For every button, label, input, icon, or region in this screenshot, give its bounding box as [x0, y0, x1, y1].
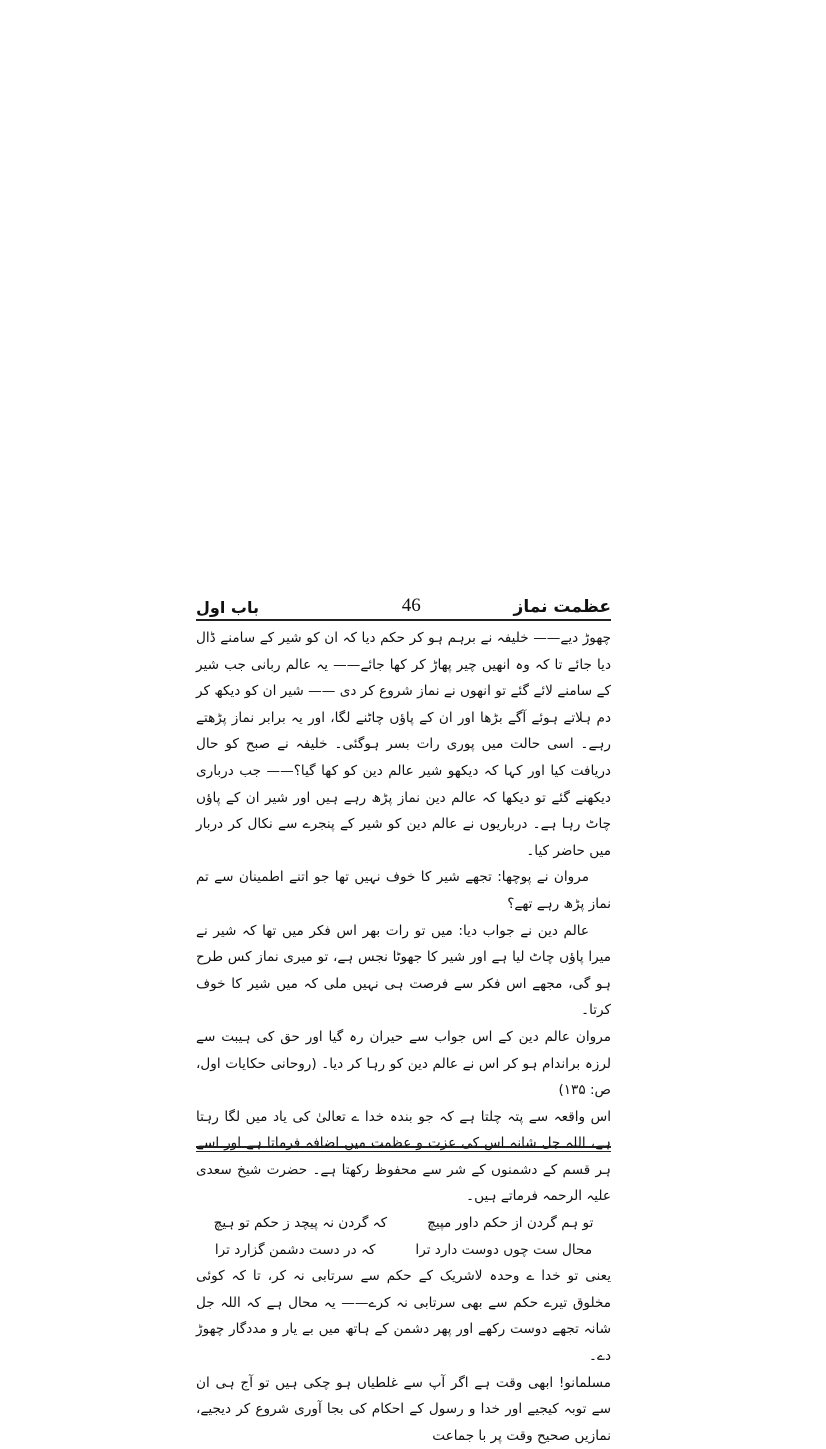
paragraph-7: مسلمانو! ابھی وقت ہے اگر آپ سے غلطیاں ہو چکی ہیں تو آج ہی ان سے توبہ کیجیے اور خدا و رسول کے احکام کی بجا آوری شروع کر دیجیے، نمازیں صحیح وقت پر با جماعت: [196, 1374, 611, 1444]
paragraph-6: یعنی تو خدا ے وحدہ لاشریک کے حکم سے سرتابی نہ کر، تا کہ کوئی مخلوق تیرے حکم سے بھی سرتابی نہ کرے—— یہ محال ہے کہ اللہ جل شانہ تجھے دوست رکھے اور پھر دشمن کے ہاتھ میں بے یار و مددگار چھوڑ دے۔: [196, 1268, 611, 1365]
verse-line-1: [196, 1210, 611, 1237]
page-body: [196, 625, 611, 1444]
verse-1-first: تو ہم گردن از حکم داور مپیچ: [427, 1215, 594, 1232]
footer-rule-thin: [196, 1151, 611, 1152]
verse-2-first: محال ست چوں دوست دارد ترا: [415, 1241, 593, 1258]
paragraph-3: عالم دین نے جواب دیا: میں تو رات بھر اس فکر میں تھا کہ شیر نے میرا پاؤں چاٹ لیا ہے اور شیر کا جھوٹا نجس ہے، تو میری نماز کس طرح ہو گی، مجھے اس فکر سے فرصت ہی نہیں ملی کہ میں شیر کا خوف کرتا۔: [196, 922, 611, 1019]
page-header: [196, 589, 611, 617]
book-title: عظمت نماز: [513, 597, 611, 617]
page-number: 46: [401, 595, 421, 616]
paragraph-4: مروان عالم دین کے اس جواب سے حیران رہ گیا اور حق کی ہیبت سے لرزہ براندام ہو کر اس نے عالم دین کو رہا کر دیا۔ (روحانی حکایات اول، ص: ۱۳۵): [196, 1028, 611, 1099]
verse-1-second: کہ گردن نہ پیچد ز حکم تو ہیچ: [213, 1215, 388, 1232]
chapter-label: باب اول: [196, 598, 259, 617]
footer-rule-thick: [196, 1146, 611, 1148]
verse-line-2: [196, 1237, 611, 1264]
header-rule: [196, 619, 611, 621]
paragraph-5: اس واقعہ سے پتہ چلتا ہے کہ جو بندہ خدا ے تعالیٰ کی یاد میں لگا رہتا ہے، اللہ جل شانہ اس کی عزت و عظمت میں اضافہ فرماتا ہے اور اسے ہر قسم کے دشمنوں کے شر سے محفوظ رکھتا ہے۔ حضرت شیخ سعدی علیہ الرحمہ فرماتے ہیں۔: [196, 1108, 611, 1205]
verse-2-second: کہ در دست دشمن گزارد ترا: [214, 1241, 376, 1258]
paragraph-2: مروان نے پوچھا: تجھے شیر کا خوف نہیں تھا جو اتنے اطمینان سے تم نماز پڑھ رہے تھے؟: [196, 869, 611, 912]
paragraph-1: چھوڑ دیے—— خلیفہ نے برہم ہو کر حکم دیا کہ ان کو شیر کے سامنے ڈال دیا جائے تا کہ وہ انھیں چیر پھاڑ کر کھا جائے—— یہ عالم ربانی جب شیر کے سامنے لائے گئے تو انھوں نے نماز شروع کر دی —— شیر ان کو دیکھ کر دم ہلاتے ہوئے آگے بڑھا اور ان کے پاؤں چاٹنے لگا، اور یہ برابر نماز پڑھتے رہے۔ اسی حالت میں پوری رات بسر ہوگئی۔ خلیفہ نے صبح کو حال دریافت کیا اور کہا کہ دیکھو شیر عالم دین کو کھا گیا؟—— جب درباری دیکھنے گئے تو دیکھا کہ عالم دین نماز پڑھ رہے ہیں اور شیر ان کے پاؤں چاٹ رہا ہے۔ درباریوں نے عالم دین کو شیر کے پنجرے سے نکال کر دربار میں حاضر کیا۔: [196, 630, 611, 859]
